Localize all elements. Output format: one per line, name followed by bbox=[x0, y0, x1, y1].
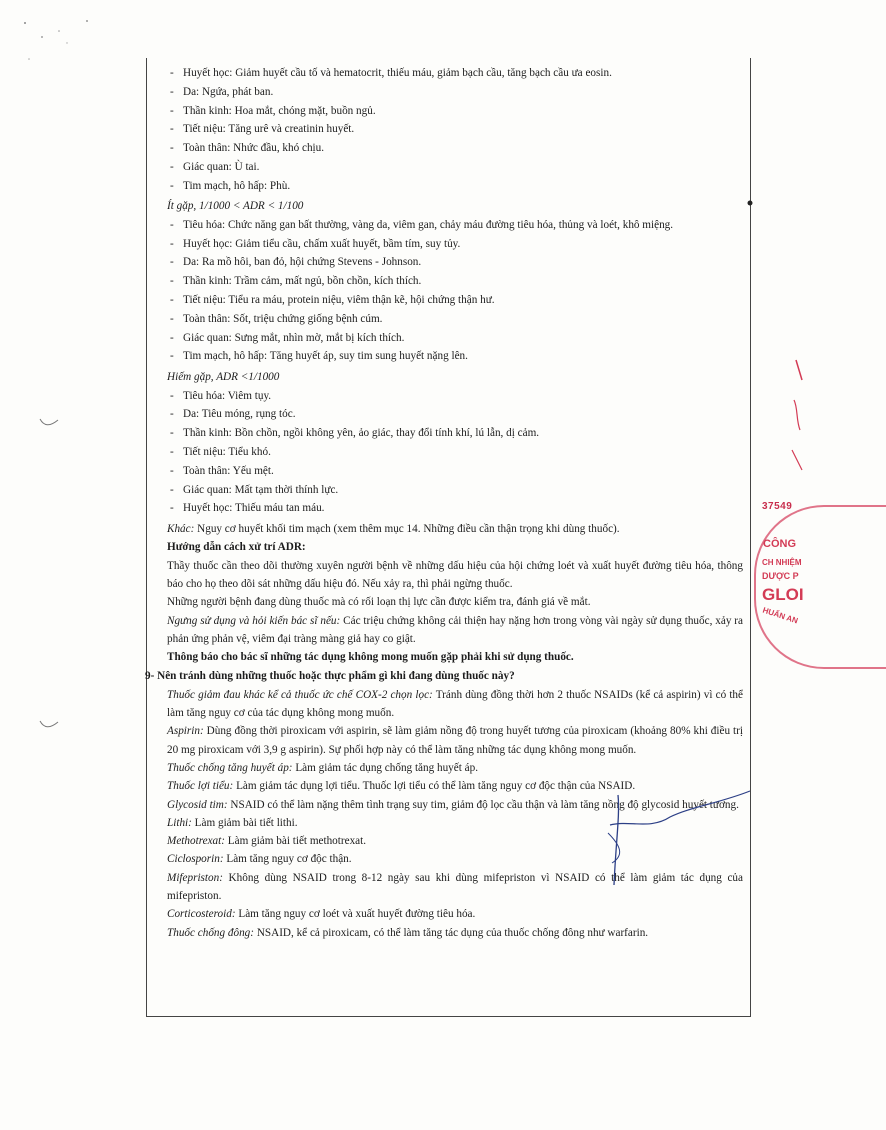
adr-guide-paragraph: Những người bệnh đang dùng thuốc mà có rối loạn thị lực cần được kiểm tra, đánh giá về mắt. bbox=[167, 596, 591, 609]
interaction-label: Ciclosporin: bbox=[167, 853, 224, 866]
interaction-label: Glycosid tim: bbox=[167, 798, 228, 811]
interaction-text: Không dùng NSAID trong 8-12 ngày sau khi dùng mifepriston vì NSAID có thể làm giảm tác dụng của mifepriston. bbox=[167, 871, 743, 903]
list-item: - Da: Tiêu móng, rụng tóc. bbox=[164, 405, 749, 424]
list-item: - Toàn thân: Yếu mệt. bbox=[164, 462, 749, 481]
stamp-text: CH NHIỆM bbox=[762, 558, 802, 567]
stamp-number: 37549 bbox=[762, 501, 793, 512]
interaction-label: Lithi: bbox=[167, 816, 192, 829]
list-item: - Tim mạch, hô hấp: Tăng huyết áp, suy tim sung huyết nặng lên. bbox=[164, 347, 749, 366]
interaction-label: Thuốc giảm đau khác kể cả thuốc ức chế COX-2 chọn lọc: bbox=[167, 688, 433, 701]
scan-specks bbox=[15, 15, 105, 65]
company-stamp bbox=[754, 495, 814, 685]
stamp-text: GLOI bbox=[762, 585, 804, 604]
rare-heading: Hiếm gặp, ADR <1/1000 bbox=[167, 370, 280, 383]
interaction-text: Làm giảm bài tiết methotrexat. bbox=[225, 835, 367, 848]
stop-use-label: Ngưng sử dụng và hỏi kiến bác sĩ nếu: bbox=[167, 614, 341, 627]
interaction-text: Tránh dùng đồng thời hơn 2 thuốc NSAIDs (kể cả aspirin) vì có thể làm tăng nguy cơ của tác dụng không mong muốn. bbox=[167, 688, 743, 720]
list-item: - Da: Ngứa, phát ban. bbox=[164, 83, 749, 102]
interaction-item bbox=[164, 924, 749, 942]
list-item: - Thần kinh: Trầm cảm, mất ngủ, bồn chồn, kích thích. bbox=[164, 272, 749, 291]
notice-line: Thông báo cho bác sĩ những tác dụng không mong muốn gặp phải khi sử dụng thuốc. bbox=[167, 651, 574, 664]
other-label: Khác: bbox=[167, 522, 195, 535]
list-item: - Tiết niệu: Tiểu khó. bbox=[164, 443, 749, 462]
adr-guide-heading: Hướng dẫn cách xử trí ADR: bbox=[167, 540, 306, 553]
signature bbox=[590, 785, 755, 890]
list-item: - Giác quan: Mất tạm thời thính lực. bbox=[164, 481, 749, 500]
interaction-text: NSAID có thể làm nặng thêm tình trạng suy tim, giảm độ lọc cầu thận và làm tăng nồng độ glycosid huyết tương. bbox=[227, 798, 739, 811]
list-item: - Tiêu hóa: Viêm tụy. bbox=[164, 387, 749, 406]
list-item: - Huyết học: Giảm tiểu cầu, chấm xuất huyết, bầm tím, suy tủy. bbox=[164, 235, 749, 254]
list-item: - Tiêu hóa: Chức năng gan bất thường, vàng da, viêm gan, chảy máu đường tiêu hóa, thủng và loét, khô miệng. bbox=[164, 216, 749, 235]
stamp-edge-marks bbox=[784, 350, 804, 480]
interaction-item bbox=[164, 759, 749, 777]
section-9-heading: 9- Nên tránh dùng những thuốc hoặc thực phẩm gì khi đang dùng thuốc này? bbox=[145, 670, 515, 682]
list-item: - Tim mạch, hô hấp: Phù. bbox=[164, 177, 749, 196]
stamp-text: DƯỢC P bbox=[762, 571, 799, 581]
list-item: - Giác quan: Sưng mắt, nhìn mờ, mắt bị kích thích. bbox=[164, 329, 749, 348]
interaction-item bbox=[164, 905, 749, 923]
list-item: - Huyết học: Thiếu máu tan máu. bbox=[164, 499, 749, 518]
interaction-label: Methotrexat: bbox=[167, 835, 225, 848]
interaction-text: Làm tăng nguy cơ loét và xuất huyết đường tiêu hóa. bbox=[235, 908, 476, 921]
punch-hole-mark bbox=[38, 718, 60, 734]
interaction-text: Làm tăng nguy cơ độc thận. bbox=[223, 853, 352, 866]
interaction-item bbox=[164, 686, 749, 723]
interaction-text: Làm giảm tác dụng chống tăng huyết áp. bbox=[292, 761, 479, 774]
interaction-text: NSAID, kể cả piroxicam, có thể làm tăng tác dụng của thuốc chống đông như warfarin. bbox=[254, 926, 649, 939]
stamp-text: CÔNG bbox=[763, 538, 796, 550]
list-item: - Thần kinh: Hoa mắt, chóng mặt, buồn ngủ. bbox=[164, 102, 749, 121]
stop-use-text: Các triệu chứng không cải thiện hay nặng hơn trong vòng vài ngày sử dụng thuốc, xảy ra phản ứng phản vệ, viêm đại tràng màng giả hay co giật. bbox=[167, 614, 743, 645]
interaction-text: Làm giảm bài tiết lithi. bbox=[191, 816, 298, 829]
interaction-label: Thuốc chống tăng huyết áp: bbox=[167, 761, 293, 774]
interaction-label: Mifepriston: bbox=[167, 871, 223, 884]
interaction-label: Thuốc chống đông: bbox=[167, 926, 255, 939]
adr-guide-paragraph: Thầy thuốc cần theo dõi thường xuyên người bệnh về những dấu hiệu của hội chứng loét và xuất huyết đường tiêu hóa, thông báo cho họ theo dõi sát những dấu hiệu đó. Nếu xảy ra, thì phải ngừng thuốc. bbox=[167, 559, 743, 591]
adr-common-list bbox=[164, 64, 749, 196]
other-adr bbox=[164, 520, 749, 538]
interaction-label: Thuốc lợi tiểu: bbox=[167, 780, 234, 793]
list-item: - Toàn thân: Nhức đầu, khó chịu. bbox=[164, 139, 749, 158]
list-item: - Da: Ra mồ hôi, ban đỏ, hội chứng Stevens - Johnson. bbox=[164, 253, 749, 272]
list-item: - Huyết học: Giảm huyết cầu tố và hematocrit, thiếu máu, giảm bạch cầu, tăng bạch cầu ưa eosin. bbox=[164, 64, 749, 83]
stop-use-paragraph bbox=[164, 612, 749, 649]
stamp-text: HUẤN AN bbox=[761, 605, 800, 626]
punch-hole-mark bbox=[38, 416, 60, 432]
adr-uncommon-list bbox=[164, 216, 749, 366]
interaction-label: Corticosteroid: bbox=[167, 908, 236, 921]
list-item: - Toàn thân: Sốt, triệu chứng giống bệnh cúm. bbox=[164, 310, 749, 329]
interaction-item bbox=[164, 722, 749, 759]
list-item: - Tiết niệu: Tăng urê và creatinin huyết. bbox=[164, 120, 749, 139]
interaction-text: Dùng đồng thời piroxicam với aspirin, sẽ làm giảm nồng độ trong huyết tương của piroxicam (khoảng 80% khi điều trị 20 mg piroxicam với 3,9 g aspirin). Sự phối hợp này có thể làm tăng những tác dụng không mong muốn. bbox=[167, 725, 743, 756]
other-text: Nguy cơ huyết khối tim mạch (xem thêm mục 14. Những điều cần thận trọng khi dùng thuốc). bbox=[194, 522, 620, 535]
interaction-text: Làm giảm tác dụng lợi tiểu. Thuốc lợi tiểu có thể làm tăng nguy cơ độc thận của NSAID. bbox=[233, 780, 636, 793]
adr-rare-list bbox=[164, 387, 749, 519]
list-item: - Giác quan: Ù tai. bbox=[164, 158, 749, 177]
interaction-label: Aspirin: bbox=[167, 725, 204, 738]
list-item: - Thần kinh: Bồn chồn, ngồi không yên, ảo giác, thay đổi tính khí, lú lẫn, dị cảm. bbox=[164, 424, 749, 443]
list-item: - Tiết niệu: Tiểu ra máu, protein niệu, viêm thận kẽ, hội chứng thận hư. bbox=[164, 291, 749, 310]
uncommon-heading: Ít gặp, 1/1000 < ADR < 1/100 bbox=[167, 200, 304, 213]
